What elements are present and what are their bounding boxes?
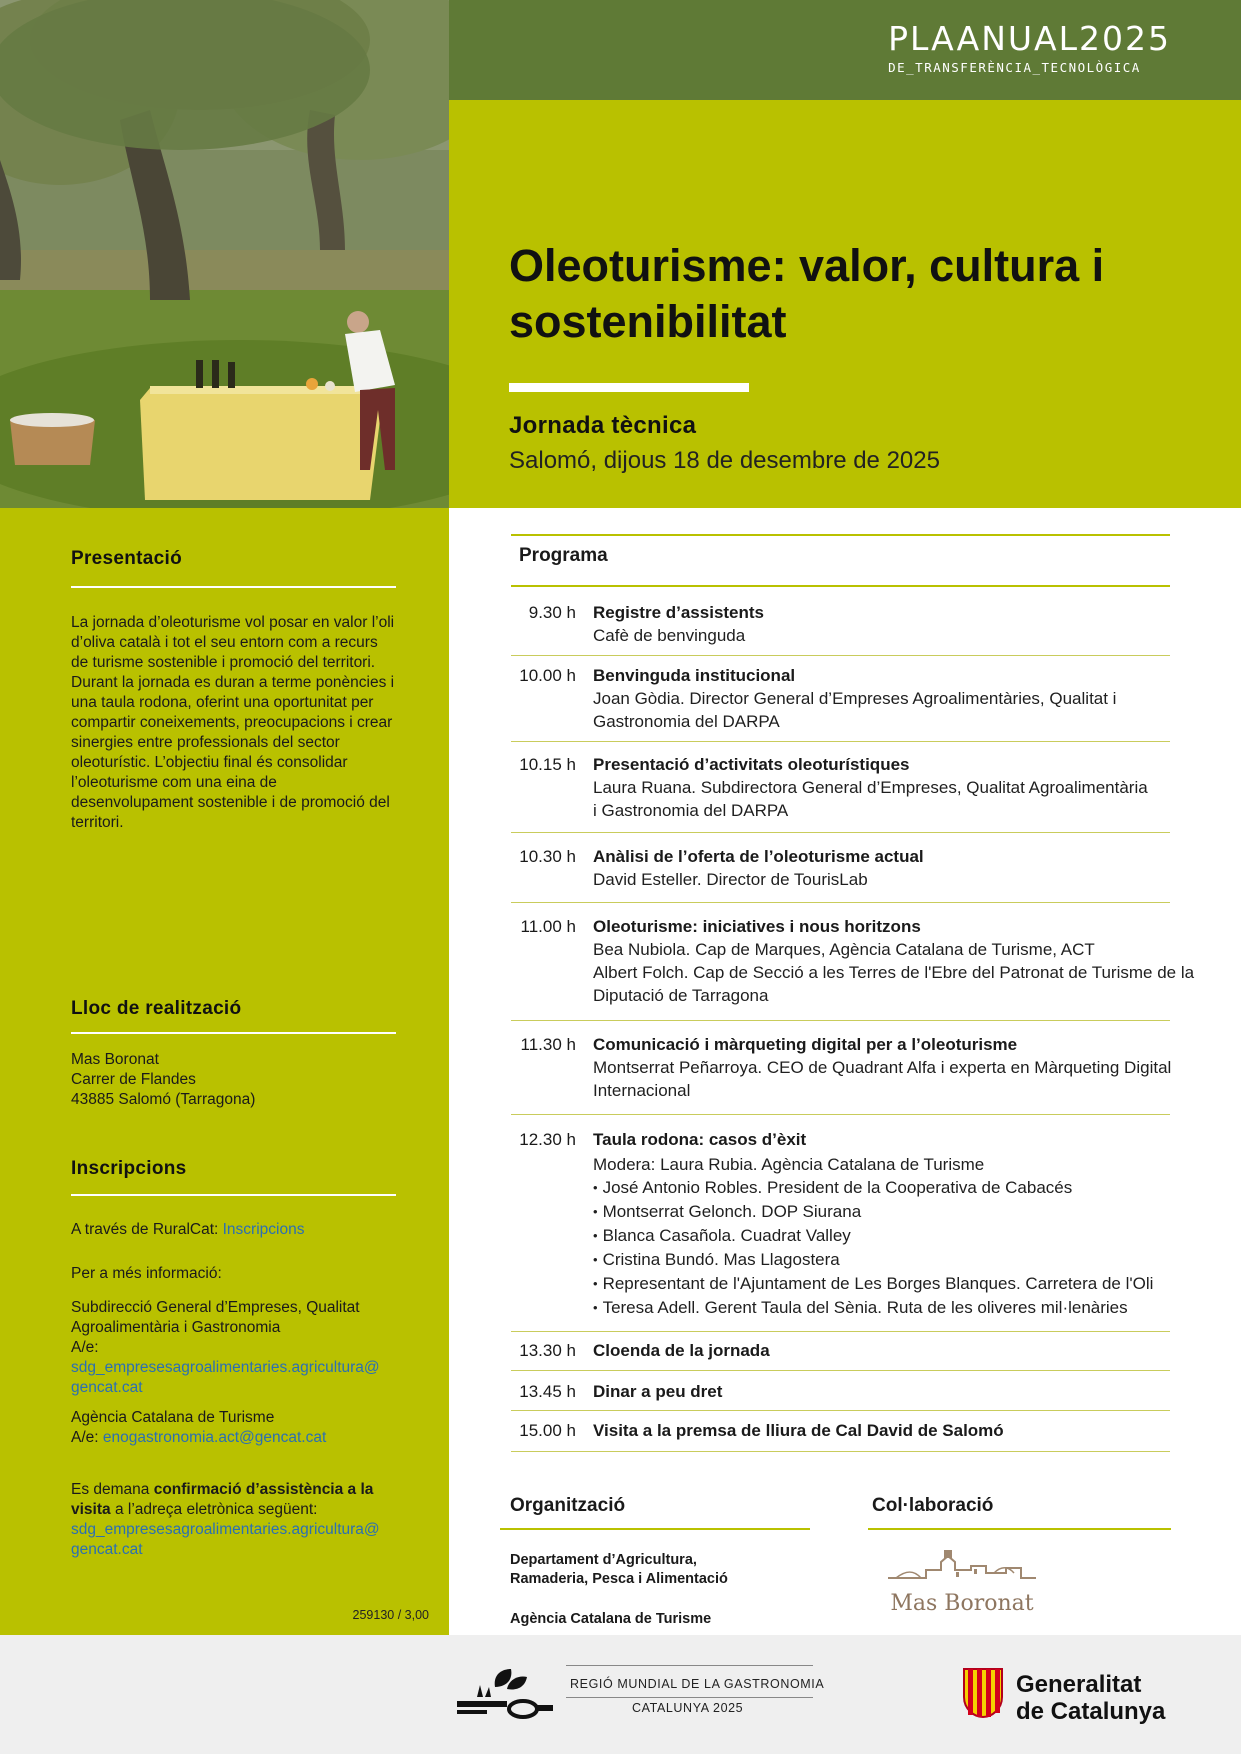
panel-member: • José Antonio Robles. President de la Cooperativa de Cabacés (593, 1176, 1218, 1200)
lloc-line: Carrer de Flandes (71, 1071, 196, 1088)
pla-anual-logo (888, 19, 1171, 75)
contact-org1-email[interactable]: sdg_empresesagroalimentaries.agricultura@ gencat.cat (71, 1359, 380, 1396)
generalitat-line2: de Catalunya (1016, 1698, 1166, 1725)
region-line1: REGIÓ MUNDIAL DE LA GASTRONOMIA (570, 1677, 825, 1691)
program-time: 11.30 h (520, 1035, 576, 1054)
organitzacio-rule (500, 1528, 810, 1530)
programa-heading-rule (511, 585, 1170, 587)
footer (0, 1635, 1241, 1754)
lloc-address (71, 1050, 396, 1110)
generalitat-line1: Generalitat (1016, 1671, 1142, 1698)
brand-title: PLAANUAL2025 (888, 19, 1171, 58)
program-time: 13.45 h (519, 1382, 576, 1401)
program-time: 9.30 h (528, 603, 576, 622)
program-title: Taula rodona: casos d’èxit (593, 1130, 807, 1149)
program-title: Anàlisi de l’oferta de l’oleoturisme actual (593, 847, 924, 866)
confirmation-email[interactable]: sdg_empresesagroalimentaries.agricultura@ gencat.cat (71, 1521, 380, 1558)
collaboracio-rule (868, 1528, 1171, 1530)
programa-top-rule (511, 534, 1170, 536)
organizer-2: Agència Catalana de Turisme (510, 1611, 712, 1627)
program-bottom-rule (511, 1451, 1170, 1452)
program-detail: David Esteller. Director de TourisLab (593, 870, 868, 889)
header-band (449, 0, 1241, 100)
program-title: Dinar a peu dret (593, 1382, 723, 1401)
program-time: 13.30 h (519, 1341, 576, 1360)
program-divider (511, 741, 1170, 742)
program-title: Presentació d’activitats oleoturístiques (593, 755, 910, 774)
program-divider (511, 1114, 1170, 1115)
presentacio-heading: Presentació (71, 548, 183, 569)
contact-org2-email-row: A/e: enogastronomia.act@gencat.cat (71, 1429, 327, 1446)
panel-member: • Montserrat Gelonch. DOP Siurana (593, 1200, 1218, 1224)
program-time: 11.00 h (520, 917, 576, 936)
inscripcions-link[interactable]: Inscripcions (222, 1221, 305, 1238)
event-date: Salomó, dijous 18 de desembre de 2025 (509, 447, 940, 474)
document-code: 259130 / 3,00 (352, 1608, 429, 1622)
inscripcions-divider (71, 1194, 396, 1196)
inscripcions-via (71, 1220, 396, 1240)
program-divider (511, 832, 1170, 833)
contact-org2 (71, 1408, 396, 1448)
title-divider (509, 383, 749, 392)
program-title: Visita a la premsa de lliura de Cal David de Salomó (593, 1421, 1004, 1440)
email-prefix: A/e: (71, 1339, 99, 1356)
program-title: Cloenda de la jornada (593, 1341, 770, 1360)
program-title: Registre d’assistents (593, 603, 765, 622)
panel-member: • Representant de l'Ajuntament de Les Borges Blanques. Carretera de l'Oli (593, 1272, 1218, 1296)
panel-member: • Blanca Casañola. Cuadrat Valley (593, 1224, 1218, 1248)
organizer-1: Departament d’Agricultura, Ramaderia, Pesca i Alimentació (510, 1552, 728, 1587)
generalitat-logo-text (1016, 1671, 1165, 1725)
program-divider (511, 1020, 1170, 1021)
contact-org2-name: Agència Catalana de Turisme (71, 1409, 275, 1426)
region-line2: CATALUNYA 2025 (632, 1701, 744, 1715)
panel-member: • Cristina Bundó. Mas Llagostera (593, 1248, 1218, 1272)
program-detail: Bea Nubiola. Cap de Marques, Agència Catalana de Turisme, ACT (593, 940, 1095, 959)
program-time: 10.15 h (519, 755, 576, 774)
presentacio-text: La jornada d’oleoturisme vol posar en valor l’oli d’oliva català i tot el seu entorn com a recurs de turisme sostenible i promoció del territori. Durant la jornada es duran a terme ponències i una taula rodona, oferint una oportunitat per compartir coneixements, preocupacions i crear sinergies entre professionals del sector oleoturístic. L’objectiu final és consolidar l’oleoturisme com una eina de desenvolupament sostenible i de promoció del territori. (71, 614, 395, 831)
event-type: Jornada tècnica (509, 412, 697, 439)
lloc-heading: Lloc de realització (71, 998, 242, 1019)
program-detail: Laura Ruana. Subdirectora General d’Empreses, Qualitat Agroalimentària i Gastronomia del DARPA (593, 778, 1148, 820)
collaboracio-heading: Col·laboració (872, 1495, 994, 1516)
program-divider (511, 1410, 1170, 1411)
program-time: 12.30 h (519, 1130, 576, 1149)
program-title: Oleoturisme: iniciatives i nous horitzons (593, 917, 921, 936)
panel-member: • Teresa Adell. Gerent Taula del Sènia. Ruta de les oliveres mil·lenàries (593, 1296, 1218, 1320)
sidebar (0, 508, 449, 1635)
inscripcions-heading: Inscripcions (71, 1158, 187, 1179)
program-detail: Montserrat Peñarroya. CEO de Quadrant Alfa i experta en Màrqueting Digital Internacional (593, 1058, 1172, 1100)
program-title: Benvinguda institucional (593, 666, 796, 685)
title-block (449, 100, 1241, 508)
programa-heading: Programa (519, 545, 608, 566)
lloc-divider (71, 1032, 396, 1034)
program-detail: Modera: Laura Rubia. Agència Catalana de Turisme (593, 1155, 985, 1174)
mas-boronat-building-icon (886, 1548, 1038, 1584)
mas-boronat-logo (886, 1548, 1038, 1616)
program-detail: Cafè de benvinguda (593, 626, 746, 645)
region-top-line (566, 1665, 813, 1666)
program-detail: Joan Gòdia. Director General d’Empreses Agroalimentàries, Qualitat i Gastronomia del DARPA (593, 689, 1117, 731)
organitzacio-heading: Organització (510, 1495, 626, 1516)
lloc-line: 43885 Salomó (Tarragona) (71, 1091, 256, 1108)
inscripcions-via-text: A través de RuralCat: (71, 1221, 223, 1238)
lloc-line: Mas Boronat (71, 1051, 159, 1068)
contact-org2-email[interactable]: enogastronomia.act@gencat.cat (102, 1429, 327, 1446)
program-divider (511, 902, 1170, 903)
generalitat-shield-icon (962, 1667, 1004, 1719)
region-mid-line (566, 1697, 813, 1698)
more-info-label: Per a més informació: (71, 1265, 222, 1282)
program-time: 10.00 h (519, 666, 576, 685)
program-title: Comunicació i màrqueting digital per a l’oleoturisme (593, 1035, 1018, 1054)
program-time: 10.30 h (519, 847, 576, 866)
page-title: Oleoturisme: valor, cultura i sostenibilitat (509, 240, 1105, 347)
program-detail: Albert Folch. Cap de Secció a les Terres de l'Ebre del Patronat de Turisme de la Diputació de Tarragona (593, 963, 1195, 1005)
confirmation-note: Es demana confirmació d’assistència a la visita a l’adreça eletrònica següent: sdg_empresesagroalimentaries.agricultura@ gencat.cat (71, 1481, 380, 1558)
olive-grove-illustration (0, 0, 449, 508)
hero-photo-olive-grove (0, 0, 449, 508)
contact-org1 (71, 1298, 396, 1398)
program-time: 15.00 h (519, 1421, 576, 1440)
mas-boronat-logo-text: Mas Boronat (890, 1591, 1034, 1616)
brand-subtitle: DE_TRANSFERÈNCIA_TECNOLÒGICA (888, 60, 1141, 75)
program-divider (511, 655, 1170, 656)
contact-org1-name: Subdirecció General d’Empreses, Qualitat Agroalimentària i Gastronomia (71, 1299, 360, 1336)
gastronomy-region-icon (455, 1665, 555, 1723)
presentacio-divider (71, 586, 396, 588)
program-divider (511, 1370, 1170, 1371)
program-divider (511, 1331, 1170, 1332)
